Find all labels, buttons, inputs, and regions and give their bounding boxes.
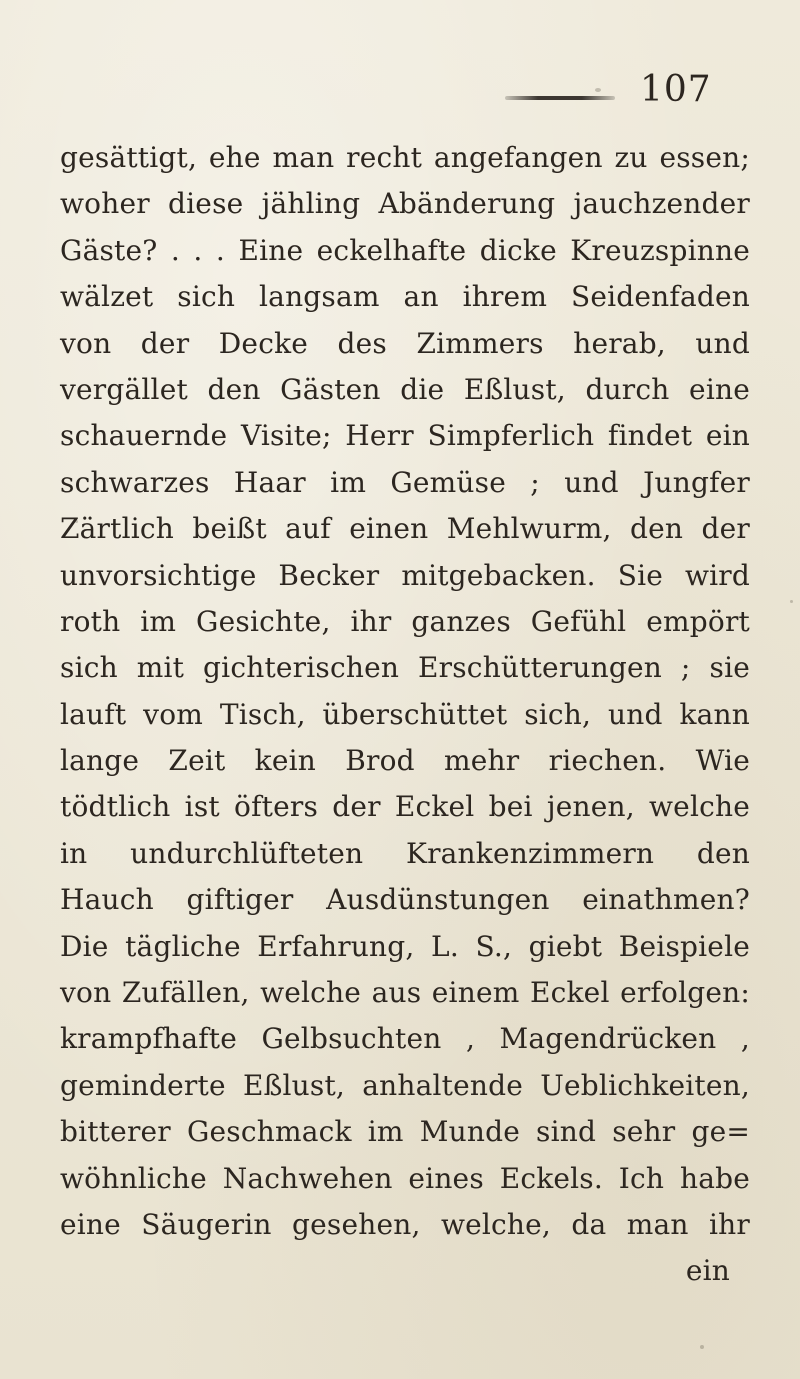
text-line: woher diese jähling Abänderung jauchzender xyxy=(60,187,750,221)
text-line: sich mit gichterischen Erschütterungen ; sie xyxy=(60,651,750,685)
text-line: von der Decke des Zimmers herab, und xyxy=(60,326,750,360)
text-line: wälzet sich langsam an ihrem Seidenfaden xyxy=(60,280,750,314)
page-number: 107 xyxy=(640,69,712,110)
text-line: geminderte Eßlust, anhaltende Ueblichkeiten, xyxy=(60,1068,750,1102)
text-line: vergället den Gästen die Eßlust, durch eine xyxy=(60,372,750,406)
text-line: krampfhafte Gelbsuchten , Magendrücken , xyxy=(60,1022,750,1056)
text-line: lauft vom Tisch, überschüttet sich, und kann xyxy=(60,697,750,731)
text-line: lange Zeit kein Brod mehr riechen. Wie xyxy=(60,744,750,778)
text-line: eine Säugerin gesehen, welche, da man ihr xyxy=(60,1207,750,1241)
text-line: Die tägliche Erfahrung, L. S., giebt Beispiele xyxy=(60,929,750,963)
text-line: von Zufällen, welche aus einem Eckel erfolgen: xyxy=(60,976,750,1010)
paper-speck xyxy=(595,88,601,92)
text-line: Hauch giftiger Ausdünstungen einathmen? xyxy=(60,883,750,917)
text-line: schauernde Visite; Herr Simpferlich findet ein xyxy=(60,419,750,453)
text-line: gesättigt, ehe man recht angefangen zu essen; xyxy=(60,141,750,174)
text-line: unvorsichtige Becker mitgebacken. Sie wird xyxy=(60,558,750,592)
text-line: in undurchlüfteten Krankenzimmern den xyxy=(60,836,750,870)
text-line: Zärtlich beißt auf einen Mehlwurm, den der xyxy=(60,512,750,546)
paper-speck xyxy=(790,600,793,603)
text-line: tödtlich ist öfters der Eckel bei jenen, welche xyxy=(60,790,750,824)
text-line: Gäste? . . . Eine eckelhafte dicke Kreuzspinne xyxy=(60,233,750,267)
header-rule xyxy=(505,96,615,100)
text-line: roth im Gesichte, ihr ganzes Gefühl empört xyxy=(60,604,750,638)
text-line: wöhnliche Nachwehen eines Eckels. Ich habe xyxy=(60,1161,750,1195)
paper-speck xyxy=(700,1345,704,1349)
text-line: bitterer Geschmack im Munde sind sehr ge= xyxy=(60,1115,750,1149)
paper-speck xyxy=(75,520,78,523)
text-line: schwarzes Haar im Gemüse ; und Jungfer xyxy=(60,465,750,499)
catchword: ein xyxy=(685,1254,730,1288)
body-text xyxy=(60,135,750,1295)
